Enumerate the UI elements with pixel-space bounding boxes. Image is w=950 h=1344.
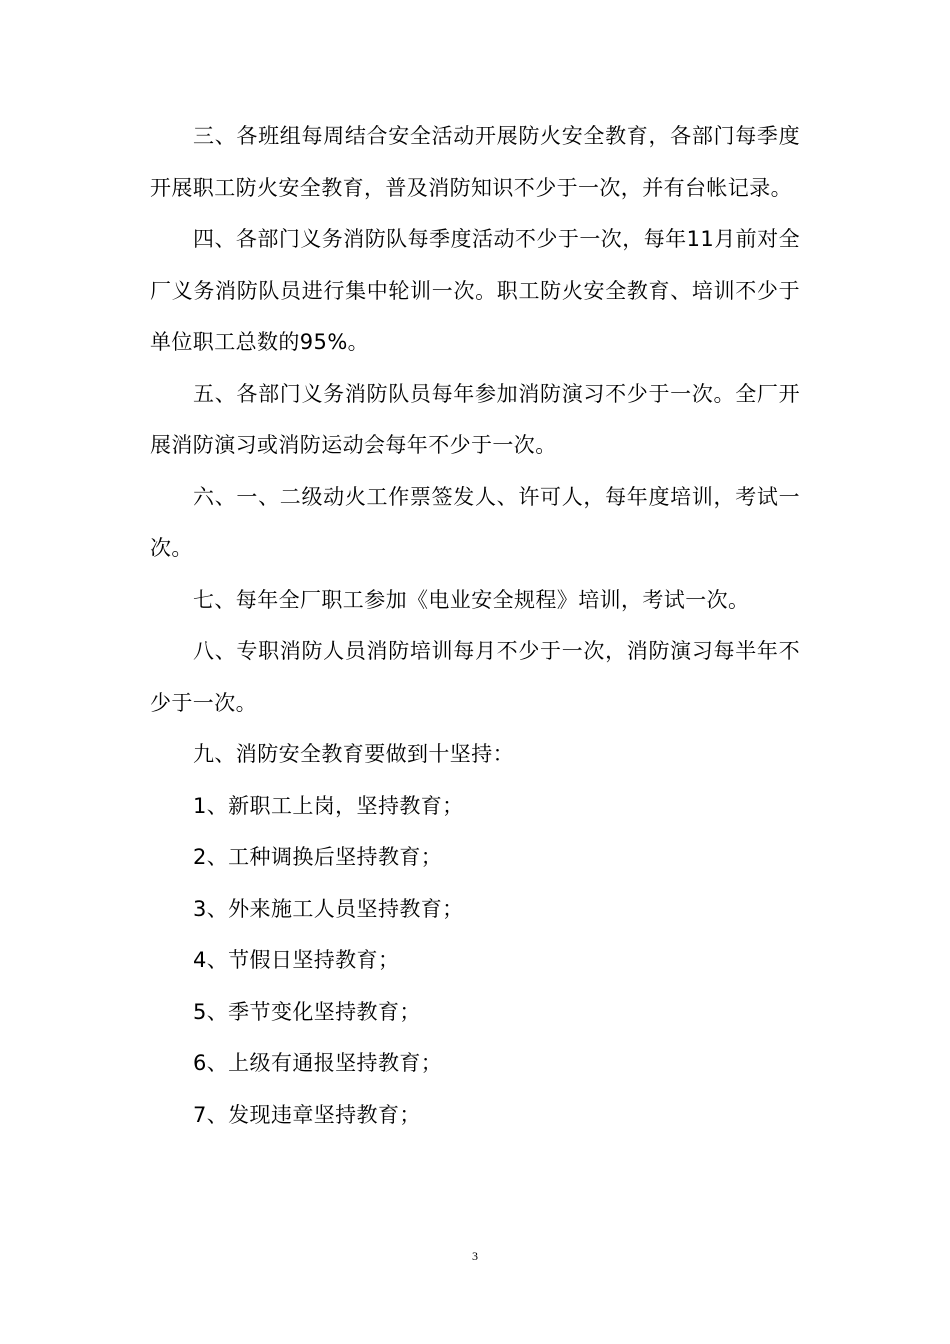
document-body	[150, 111, 800, 1141]
list-item-6: 6、上级有通报坚持教育；	[193, 1051, 443, 1075]
list-item-1: 1、新职工上岗，坚持教育；	[193, 793, 464, 818]
paragraph-item-7: 七、每年全厂职工参加《电业安全规程》培训，考试一次。	[193, 587, 750, 612]
paragraph-item-8: 八、专职消防人员消防培训每月不少于一次，消防演习每半年不少于一次。	[150, 639, 800, 715]
paragraph-item-5: 五、各部门义务消防队员每年参加消防演习不少于一次。全厂开展消防演习或消防运动会每年不少于一次。	[150, 381, 800, 457]
list-item-7: 7、发现违章坚持教育；	[193, 1102, 421, 1127]
list-item-5: 5、季节变化坚持教育；	[193, 999, 421, 1024]
list-item-2: 2、工种调换后坚持教育；	[193, 845, 443, 869]
paragraph-item-6: 六、一、二级动火工作票签发人、许可人，每年度培训，考试一次。	[150, 484, 800, 560]
paragraph-item-3: 三、各班组每周结合安全活动开展防火安全教育，各部门每季度开展职工防火安全教育，普及消防知识不少于一次，并有台帐记录。	[150, 124, 800, 200]
list-item-4: 4、节假日坚持教育；	[193, 948, 400, 972]
list-item-3: 3、外来施工人员坚持教育；	[193, 896, 464, 921]
page-number: 3	[472, 1249, 478, 1263]
paragraph-item-9-heading: 九、消防安全教育要做到十坚持：	[193, 742, 514, 766]
paragraph-item-4: 四、各部门义务消防队每季度活动不少于一次，每年11月前对全厂义务消防队员进行集中轮训一次。职工防火安全教育、培训不少于单位职工总数的95%。	[150, 227, 800, 354]
